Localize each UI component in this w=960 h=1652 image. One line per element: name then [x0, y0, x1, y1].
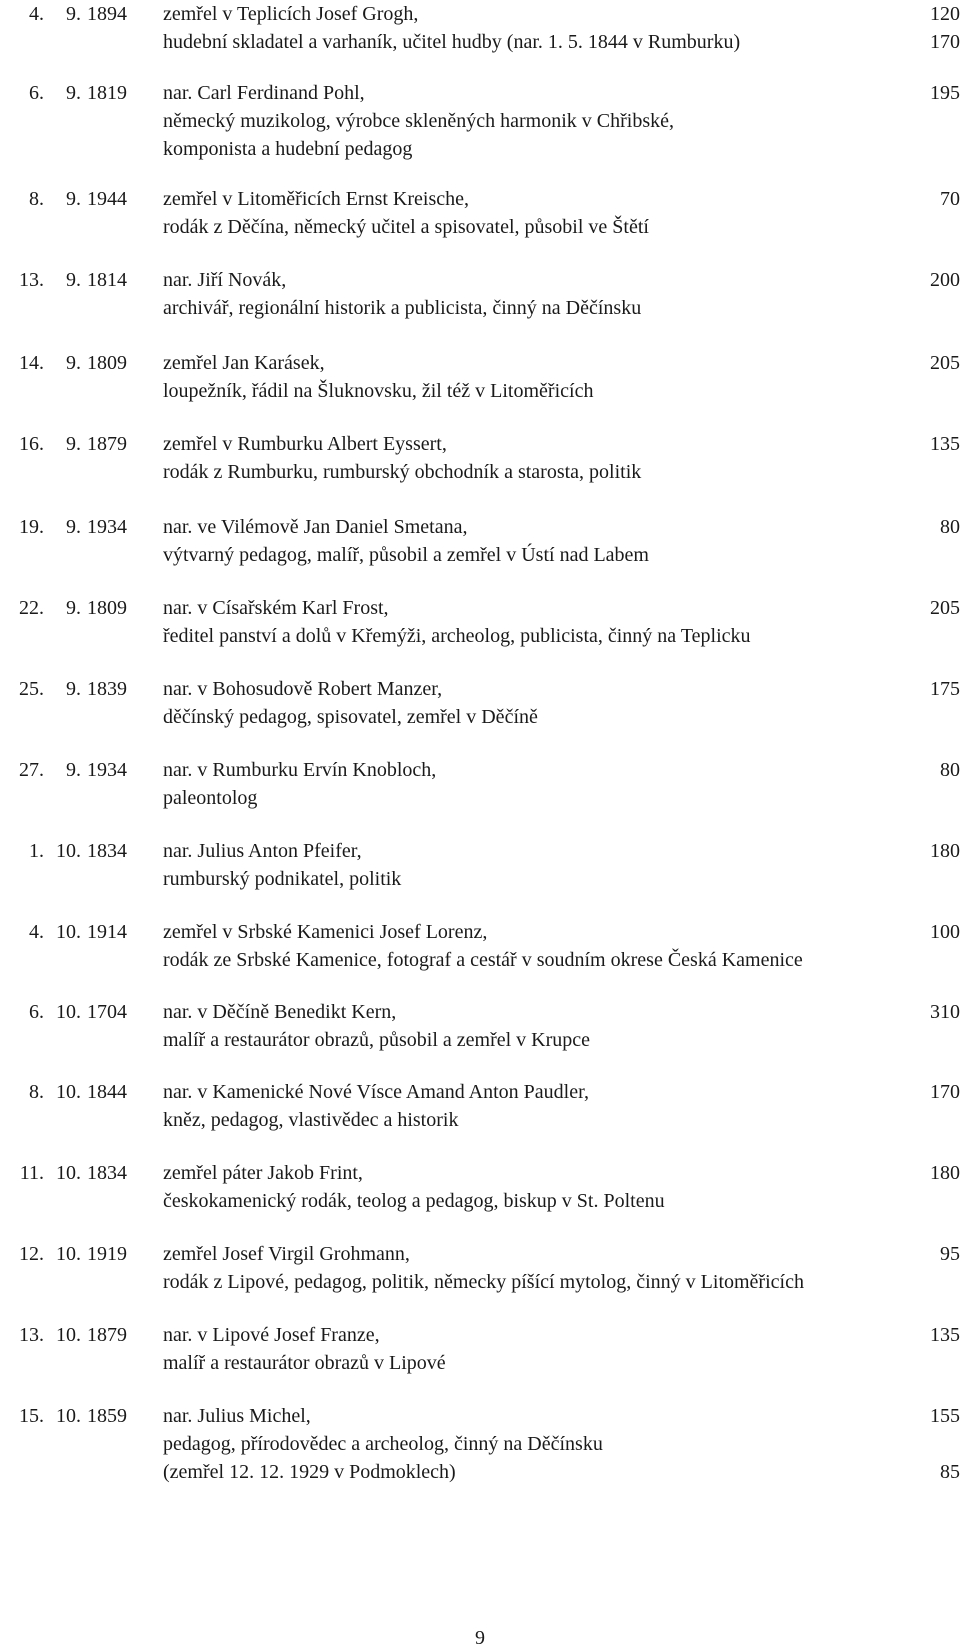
anniversary-number: 205	[930, 597, 960, 619]
list-item	[0, 1402, 960, 1486]
entry-headline: zemřel v Litoměřicích Ernst Kreische,	[163, 188, 469, 210]
entry-description: ředitel panství a dolů v Křemýži, archeolog, publicista, činný na Teplicku	[163, 625, 751, 647]
anniversary-number: 170	[930, 1081, 960, 1103]
entry-line	[0, 294, 960, 322]
entry-line	[0, 594, 960, 622]
entry-headline: zemřel v Rumburku Albert Eyssert,	[163, 433, 447, 455]
date-month: 9.	[66, 678, 81, 700]
anniversary-number: 155	[930, 1405, 960, 1427]
entry-line	[0, 1187, 960, 1215]
entry-description: rodák z Lipové, pedagog, politik, německy píšící mytolog, činný v Litoměřicích	[163, 1271, 804, 1293]
entry-description: loupežník, řádil na Šluknovsku, žil též v Litoměřicích	[163, 380, 594, 402]
entry-line	[0, 675, 960, 703]
entry-line	[0, 107, 960, 135]
entry-headline: nar. v Lipové Josef Franze,	[163, 1324, 380, 1346]
entry-description: archivář, regionální historik a publicista, činný na Děčínsku	[163, 297, 642, 319]
entry-line	[0, 1240, 960, 1268]
entry-headline: nar. v Císařském Karl Frost,	[163, 597, 389, 619]
date-day: 27.	[19, 759, 44, 781]
list-item	[0, 513, 960, 569]
entry-headline: nar. v Kamenické Nové Vísce Amand Anton Paudler,	[163, 1081, 589, 1103]
anniversary-number: 135	[930, 1324, 960, 1346]
anniversary-number: 175	[930, 678, 960, 700]
date-day: 16.	[19, 433, 44, 455]
entry-headline: nar. v Bohosudově Robert Manzer,	[163, 678, 443, 700]
date-day: 6.	[29, 82, 44, 104]
date-month: 10.	[56, 1243, 81, 1265]
entry-line	[0, 1321, 960, 1349]
date-year: 1859	[87, 1405, 127, 1427]
date-year: 1704	[87, 1001, 127, 1023]
entry-description: děčínský pedagog, spisovatel, zemřel v Děčíně	[163, 706, 538, 728]
list-item	[0, 675, 960, 731]
anniversary-number: 70	[940, 188, 960, 210]
date-month: 10.	[56, 921, 81, 943]
date-day: 22.	[19, 597, 44, 619]
entry-line	[0, 1026, 960, 1054]
anniversary-number: 80	[940, 759, 960, 781]
date-day: 14.	[19, 352, 44, 374]
date-day: 4.	[29, 921, 44, 943]
entry-line	[0, 622, 960, 650]
entry-description: komponista a hudební pedagog	[163, 138, 413, 160]
list-item	[0, 756, 960, 812]
entry-description: (zemřel 12. 12. 1929 v Podmoklech)	[163, 1461, 456, 1483]
date-month: 10.	[56, 840, 81, 862]
anniversary-number: 205	[930, 352, 960, 374]
entry-line	[0, 0, 960, 28]
entry-line	[0, 1106, 960, 1134]
entry-line	[0, 430, 960, 458]
list-item	[0, 594, 960, 650]
date-month: 9.	[66, 516, 81, 538]
anniversary-number: 135	[930, 433, 960, 455]
anniversary-number: 180	[930, 840, 960, 862]
date-year: 1809	[87, 597, 127, 619]
date-month: 10.	[56, 1405, 81, 1427]
entry-line	[0, 1159, 960, 1187]
date-day: 8.	[29, 1081, 44, 1103]
date-day: 15.	[19, 1405, 44, 1427]
entry-line	[0, 213, 960, 241]
anniversary-number: 120	[930, 3, 960, 25]
entry-line	[0, 1078, 960, 1106]
date-year: 1919	[87, 1243, 127, 1265]
entry-line	[0, 541, 960, 569]
date-month: 9.	[66, 188, 81, 210]
date-day: 12.	[19, 1243, 44, 1265]
date-year: 1879	[87, 1324, 127, 1346]
list-item	[0, 1321, 960, 1377]
date-month: 9.	[66, 82, 81, 104]
entry-line	[0, 837, 960, 865]
entry-line	[0, 1458, 960, 1486]
anniversary-number: 310	[930, 1001, 960, 1023]
entry-description: výtvarný pedagog, malíř, působil a zemřel v Ústí nad Labem	[163, 544, 649, 566]
list-item	[0, 185, 960, 241]
date-year: 1914	[87, 921, 127, 943]
list-item	[0, 998, 960, 1054]
entry-headline: nar. ve Vilémově Jan Daniel Smetana,	[163, 516, 468, 538]
entry-headline: nar. Julius Anton Pfeifer,	[163, 840, 362, 862]
entry-line	[0, 458, 960, 486]
date-day: 11.	[19, 1162, 44, 1184]
date-year: 1814	[87, 269, 127, 291]
date-month: 10.	[56, 1001, 81, 1023]
date-day: 13.	[19, 269, 44, 291]
anniversary-number: 95	[940, 1243, 960, 1265]
entry-description: kněz, pedagog, vlastivědec a historik	[163, 1109, 459, 1131]
date-year: 1894	[87, 3, 127, 25]
date-day: 6.	[29, 1001, 44, 1023]
entry-headline: zemřel páter Jakob Frint,	[163, 1162, 363, 1184]
date-year: 1934	[87, 516, 127, 538]
anniversary-number: 170	[930, 31, 960, 53]
entry-headline: nar. Carl Ferdinand Pohl,	[163, 82, 365, 104]
entry-description: rodák z Rumburku, rumburský obchodník a starosta, politik	[163, 461, 642, 483]
date-day: 13.	[19, 1324, 44, 1346]
entry-line	[0, 1402, 960, 1430]
entry-headline: zemřel v Srbské Kamenici Josef Lorenz,	[163, 921, 488, 943]
entry-headline: nar. v Rumburku Ervín Knobloch,	[163, 759, 437, 781]
date-month: 10.	[56, 1162, 81, 1184]
date-year: 1934	[87, 759, 127, 781]
date-month: 10.	[56, 1324, 81, 1346]
date-year: 1944	[87, 188, 127, 210]
date-day: 25.	[19, 678, 44, 700]
entry-headline: nar. v Děčíně Benedikt Kern,	[163, 1001, 397, 1023]
date-month: 9.	[66, 352, 81, 374]
date-month: 9.	[66, 759, 81, 781]
entry-line	[0, 703, 960, 731]
anniversary-number: 200	[930, 269, 960, 291]
page-number: 9	[475, 1627, 485, 1649]
entry-line	[0, 998, 960, 1026]
date-month: 9.	[66, 269, 81, 291]
entry-line	[0, 185, 960, 213]
entry-line	[0, 135, 960, 163]
date-day: 1.	[29, 840, 44, 862]
entry-line	[0, 1349, 960, 1377]
entry-line	[0, 349, 960, 377]
entry-line	[0, 865, 960, 893]
date-month: 10.	[56, 1081, 81, 1103]
anniversary-number: 80	[940, 516, 960, 538]
list-item	[0, 918, 960, 974]
entry-headline: nar. Jiří Novák,	[163, 269, 287, 291]
entry-headline: zemřel Josef Virgil Grohmann,	[163, 1243, 410, 1265]
list-item	[0, 430, 960, 486]
list-item	[0, 1159, 960, 1215]
date-day: 19.	[19, 516, 44, 538]
entry-description: malíř a restaurátor obrazů, působil a zemřel v Krupce	[163, 1029, 591, 1051]
entry-headline: zemřel Jan Karásek,	[163, 352, 325, 374]
date-year: 1834	[87, 840, 127, 862]
entry-line	[0, 79, 960, 107]
anniversary-number: 85	[940, 1461, 960, 1483]
entry-description: pedagog, přírodovědec a archeolog, činný na Děčínsku	[163, 1433, 603, 1455]
date-day: 4.	[29, 3, 44, 25]
entry-description: českokamenický rodák, teolog a pedagog, biskup v St. Poltenu	[163, 1190, 665, 1212]
entry-line	[0, 1268, 960, 1296]
date-month: 9.	[66, 433, 81, 455]
entry-line	[0, 1430, 960, 1458]
entry-description: rodák ze Srbské Kamenice, fotograf a cestář v soudním okrese Česká Kamenice	[163, 949, 803, 971]
anniversary-number: 180	[930, 1162, 960, 1184]
entry-line	[0, 784, 960, 812]
date-year: 1834	[87, 1162, 127, 1184]
list-item	[0, 1078, 960, 1134]
date-year: 1839	[87, 678, 127, 700]
date-year: 1844	[87, 1081, 127, 1103]
entry-line	[0, 756, 960, 784]
entry-line	[0, 266, 960, 294]
entry-description: hudební skladatel a varhaník, učitel hudby (nar. 1. 5. 1844 v Rumburku)	[163, 31, 741, 53]
entry-headline: zemřel v Teplicích Josef Grogh,	[163, 3, 419, 25]
list-item	[0, 266, 960, 322]
list-item	[0, 0, 960, 56]
date-month: 9.	[66, 3, 81, 25]
entry-description: německý muzikolog, výrobce skleněných harmonik v Chřibské,	[163, 110, 674, 132]
entry-description: malíř a restaurátor obrazů v Lipové	[163, 1352, 446, 1374]
list-item	[0, 79, 960, 163]
date-year: 1819	[87, 82, 127, 104]
entry-line	[0, 918, 960, 946]
entry-description: rodák z Děčína, německý učitel a spisovatel, působil ve Štětí	[163, 216, 649, 238]
list-item	[0, 837, 960, 893]
list-item	[0, 1240, 960, 1296]
date-year: 1879	[87, 433, 127, 455]
entry-headline: nar. Julius Michel,	[163, 1405, 311, 1427]
entry-line	[0, 377, 960, 405]
date-day: 8.	[29, 188, 44, 210]
anniversary-number: 100	[930, 921, 960, 943]
entry-description: rumburský podnikatel, politik	[163, 868, 402, 890]
date-month: 9.	[66, 597, 81, 619]
list-item	[0, 349, 960, 405]
date-year: 1809	[87, 352, 127, 374]
entry-line	[0, 946, 960, 974]
entry-line	[0, 513, 960, 541]
anniversary-number: 195	[930, 82, 960, 104]
entry-description: paleontolog	[163, 787, 258, 809]
entry-line	[0, 28, 960, 56]
